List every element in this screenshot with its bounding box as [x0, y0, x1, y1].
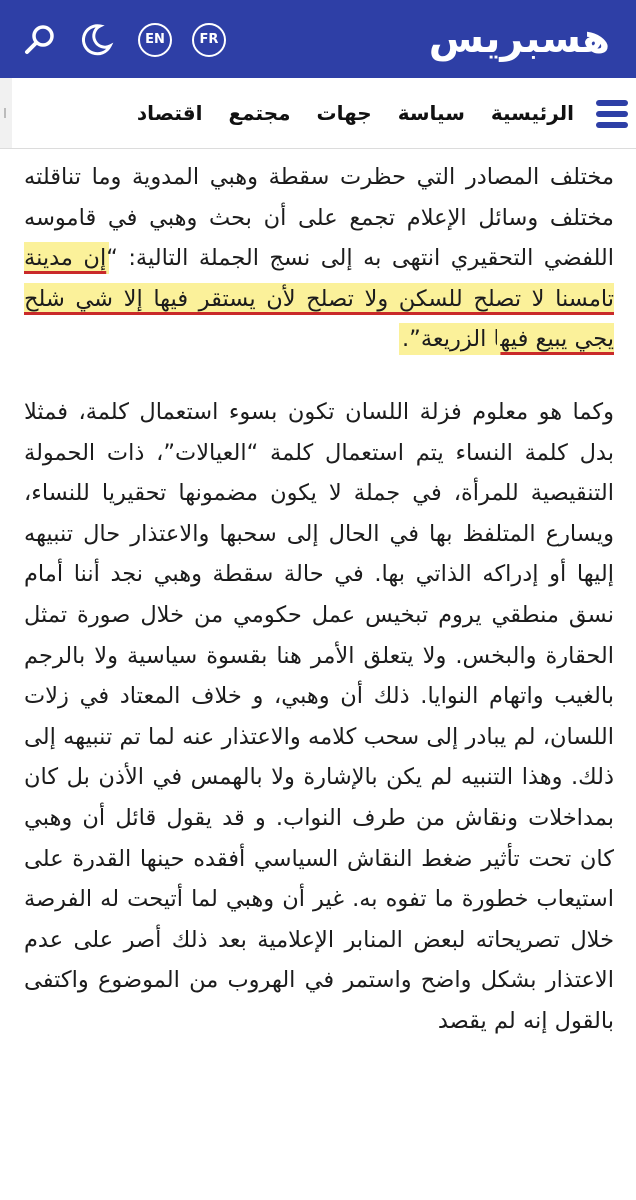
main-navigation [0, 78, 636, 149]
top-header-bar [0, 0, 636, 78]
menu-hamburger-icon[interactable] [596, 100, 628, 128]
nav-item-politics[interactable]: سياسة [397, 101, 465, 125]
language-en-button[interactable]: EN [138, 23, 172, 57]
nav-item-economy[interactable]: اقتصاد [136, 101, 203, 125]
nav-item-regions[interactable]: جهات [316, 101, 372, 125]
highlighted-quote-end: ا الزريعة”. [402, 326, 501, 353]
dark-mode-moon-icon[interactable] [78, 22, 114, 58]
article-paragraph: وكما هو معلوم فزلة اللسان تكون بسوء استعمال كلمة، فمثلا بدل كلمة النساء يتم استعمال كلمة “العيالات”، ذات الحمولة التنقيصية للمرأة، في جملة لا يكون مضمونها تحقيريا للنساء، ويسارع المتلفظ بها في الحال إلى سحبها والاعتذار حال تنبيهه إليها أو إدراكه الذاتي بها. في حالة سقطة وهبي نجد أننا أمام نسق منطقي يروم تبخيس عمل حكومي من خلال صورة تمثل الحقارة والبخس. ولا يتعلق الأمر هنا بقسوة سياسية ولا بالرجم بالغيب واتهام النوايا. ذلك أن وهبي، و خلاف المعتاد في زلات اللسان، لم يبادر إلى سحب كلامه والاعتذار عنه لما تم تنبيهه إلى ذلك. وهذا التنبيه لم يكن بالإشارة ولا بالهمس في الأذن بل كان بمداخلات ونقاش من طرف النواب. و قد يقول قائل أن وهبي كان تحت تأثير ضغط النقاش السياسي أفقده حينها القدرة على استيعاب خطورة ما تفوه به. غير أن وهبي لما أتيحت له الفرصة خلال تصريحاته لبعض المنابر الإعلامية بعد ذلك أصر على عدم الاعتذار بشكل واضح واستمر في الهروب من الموضوع واكتفى بالقول إنه لم يقصد [24, 398, 614, 1034]
language-fr-button[interactable]: FR [192, 23, 226, 57]
nav-item-society[interactable]: مجتمع [228, 101, 291, 125]
article-paragraph [24, 157, 614, 360]
highlighted-quote: إن مدينة تامسنا لا تصلح للسكن ولا تصلح لأن يستقر فيها إلا شي شلح يجي يبيع فيه [24, 245, 614, 353]
article-body [0, 149, 636, 1041]
nav-scroll-edge [0, 78, 12, 148]
paragraph-text: مختلف المصادر التي حظرت سقطة وهبي المدوية وما تناقلته مختلف وسائل الإعلام تجمع على أن بحث وهبي في قاموسه اللفضي التحقيري انتهى به إلى نسج الجملة التالية: “ [24, 164, 615, 272]
search-icon[interactable] [22, 22, 58, 58]
nav-item-home[interactable]: الرئيسية [490, 101, 574, 125]
site-logo[interactable]: هسبريس [428, 16, 610, 62]
